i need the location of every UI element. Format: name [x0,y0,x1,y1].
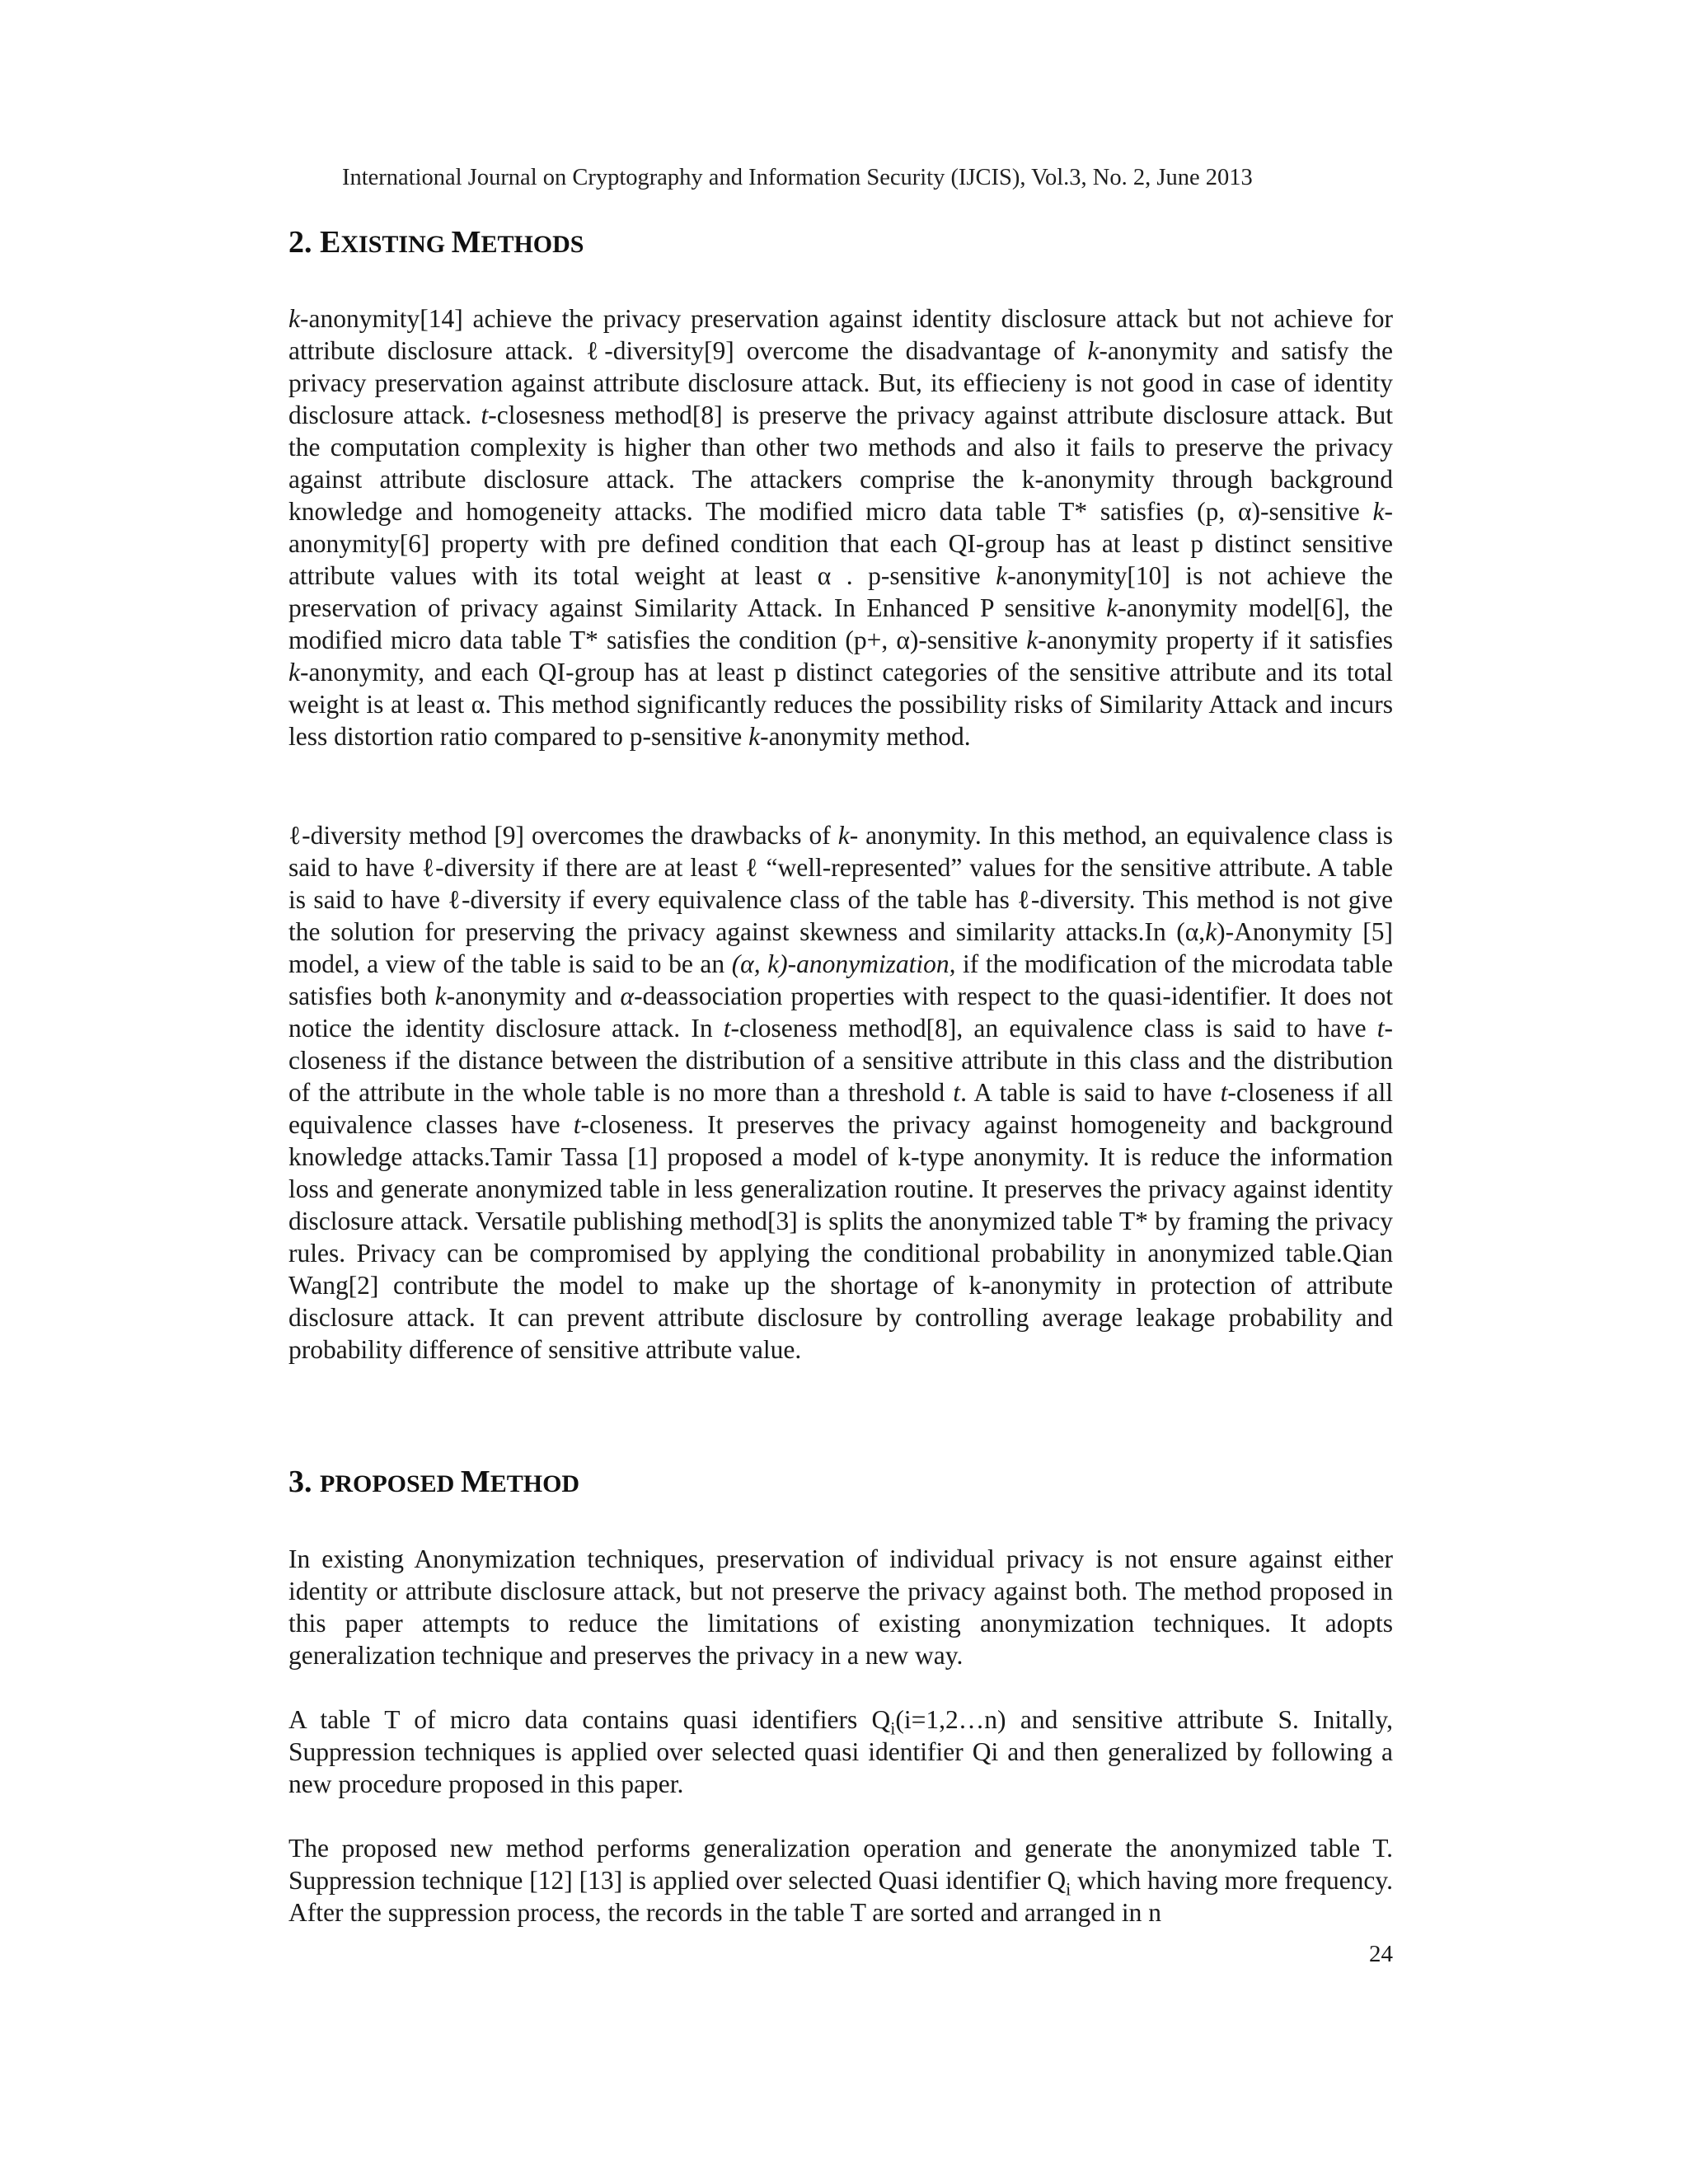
paragraph-proposed-method-2: A table T of micro data contains quasi identifiers $Q_i(i=1,2\dots n)$ and sensitive attribute S. Initally, Suppression techniques is applied over selected quasi identifier Qi and then generalized by following a new procedure proposed in this paper. [288,1705,1393,1798]
paragraph-existing-methods-2: ℓ-diversity method [9] overcomes the drawbacks of k- anonymity. In this method, an equivalence class is said to have ℓ-diversity if there are at least ℓ “well-represented” values for the sensitive attribute. A table is said to have ℓ-diversity if every equivalence class of the table has ℓ-diversity. This method is not give the solution for preserving the privacy against skewness and similarity attacks.In (α,k)-Anonymity [5] model, a view of the table is said to be an (α, k)-anonymization, if the modification of the microdata table satisfies both k-anonymity and α-deassociation properties with respect to the quasi-identifier. It does not notice the identity disclosure attack. In t-closeness method[8], an equivalence class is said to have t-closeness if the distance between the distribution of a sensitive attribute in this class and the distribution of the attribute in the whole table is no more than a threshold t. A table is said to have t-closeness if all equivalence classes have t-closeness. It preserves the privacy against homogeneity and background knowledge attacks.Tamir Tassa [1] proposed a model of k-type anonymity. It is reduce the information loss and generate anonymized table in less generalization routine. It preserves the privacy against identity disclosure attack. Versatile publishing method[3] is splits the anonymized table T* by framing the privacy rules. Privacy can be compromised by applying the conditional probability in anonymized table.Qian Wang[2] contribute the model to make up the shortage of k-anonymity in protection of attribute disclosure attack. It can prevent attribute disclosure by controlling average leakage probability and probability difference of sensitive attribute value. [288,821,1393,1364]
italic-term: k [434,982,447,1010]
italic-term: k [1205,917,1217,946]
italic-term: k [1372,497,1385,526]
italic-term: t [573,1110,581,1139]
subscript: i [890,1718,896,1739]
italic-term: t [1376,1014,1385,1043]
italic-term: k [996,561,1008,590]
italic-term: k [1106,593,1118,622]
paragraph-proposed-method-1: In existing Anonymization techniques, preservation of individual privacy is not ensure against either identity or attribute disclosure attack, but not preserve the privacy against both. The method proposed in this paper attempts to reduce the limitations of existing anonymization techniques. It adopts generalization technique and preserves the privacy in a new way. [288,1544,1393,1670]
italic-term: t [723,1014,731,1043]
subscript: i [1066,1878,1071,1900]
italic-term: t [1220,1078,1228,1107]
heading-cap: M [451,225,481,260]
italic-term: k [288,658,300,687]
heading-cap: M [460,1465,490,1499]
paragraph-existing-methods-1: k-anonymity[14] achieve the privacy preservation against identity disclosure attack but not achieve for attribute disclosure attack. ℓ-diversity[9] overcome the disadvantage of k-anonymity and satisfy the privacy preservation against attribute disclosure attack. But, its effiecieny is not good in case of identity disclosure attack. t-closesness method[8] is preserve the privacy against attribute disclosure attack. But the computation complexity is higher than other two methods and also it fails to preserve the privacy against attribute disclosure attack. The attackers comprise the k-anonymity through background knowledge and homogeneity attacks. The modified micro data table T* satisfies (p, α)-sensitive k-anonymity[6] property with pre defined condition that each QI-group has at least p distinct sensitive attribute values with its total weight at least α . p-sensitive k-anonymity[10] is not achieve the preservation of privacy against Similarity Attack. In Enhanced P sensitive k-anonymity model[6], the modified micro data table T* satisfies the condition (p+, α)-sensitive k-anonymity property if it satisfies k-anonymity, and each QI-group has at least p distinct categories of the sensitive attribute and its total weight is at least α. This method significantly reduces the possibility risks of Similarity Attack and incurs less distortion ratio compared to p-sensitive k-anonymity method. [288,304,1393,751]
heading-cap: E [320,225,341,260]
italic-term: t [953,1078,961,1107]
heading-smallcaps: ETHOD [490,1470,580,1497]
italic-term: k [1026,626,1039,654]
heading-smallcaps: ETHODS [481,231,584,258]
running-header: International Journal on Cryptography and Information Security (IJCIS), Vol.3, No. 2, June 2013 [342,165,1253,190]
section-number: 2. [288,225,320,260]
italic-term: (α, k)-anonymization, [731,949,956,978]
heading-smallcaps: PROPOSED [320,1470,461,1497]
section-heading-existing-methods [288,224,584,263]
italic-term: k [1087,336,1100,365]
page-number: 24 [1369,1941,1393,1967]
italic-term: k [837,821,850,850]
italic-term: k [288,304,300,333]
italic-term: α [620,982,635,1010]
italic-term: k [748,722,761,751]
italic-term: t [481,401,489,429]
paragraph-proposed-method-3: The proposed new method performs generalization operation and generate the anonymized table T. Suppression technique [12] [13] is applied over selected Quasi identifier $Q_i$ which having more frequency. After the suppression process, the records in the table T are sorted and arranged in n [288,1834,1393,1927]
section-heading-proposed-method [288,1464,579,1502]
heading-smallcaps: XISTING [340,231,452,258]
section-number: 3. [288,1465,320,1499]
